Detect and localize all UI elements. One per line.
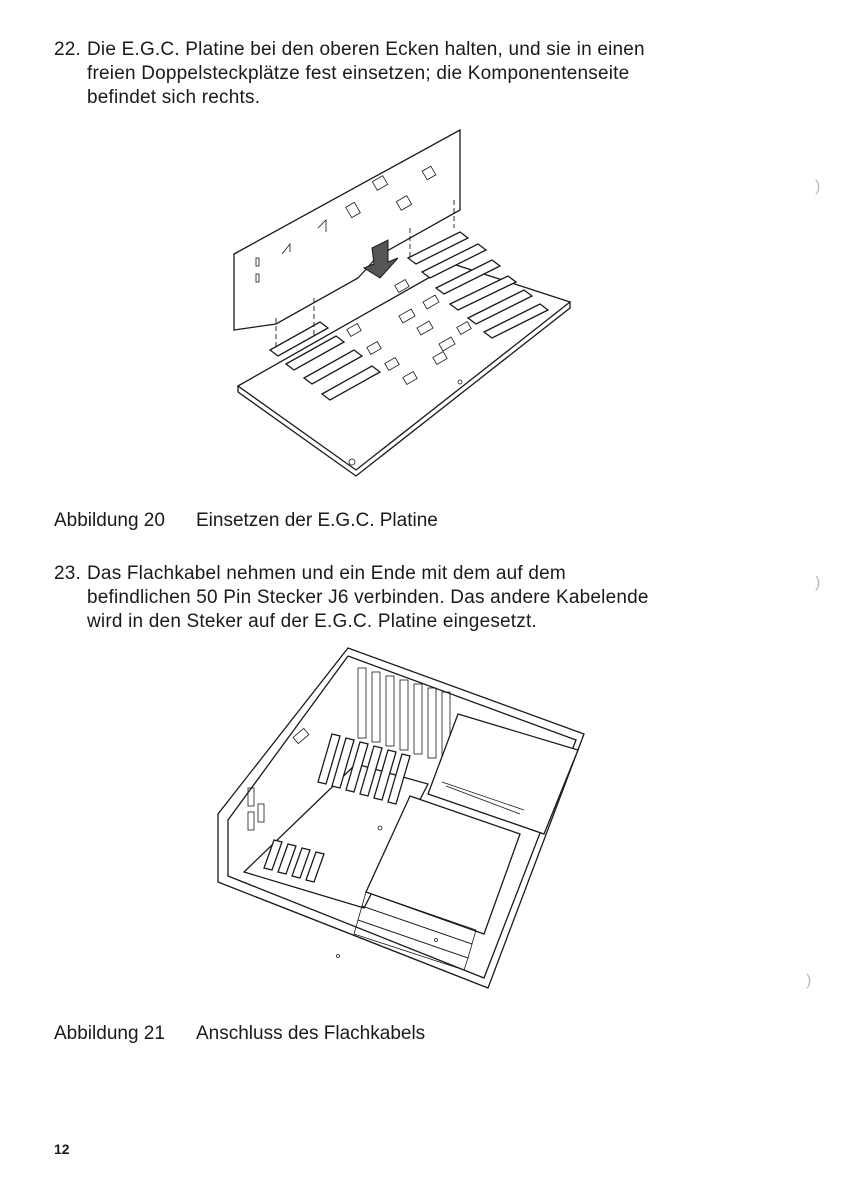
margin-mark: ): [815, 574, 821, 591]
figure-20-caption: [54, 509, 438, 533]
figure-21-illustration: [214, 644, 588, 994]
step-23: [54, 562, 654, 634]
figure-21-caption: [54, 1022, 425, 1046]
figure-20-illustration: [228, 128, 580, 480]
step-text: Die E.G.C. Platine bei den oberen Ecken halten, und sie in einen freien Doppelsteckplätze fest einsetzen; die Komponentenseite befindet sich rechts.: [87, 39, 645, 108]
page-number: 12: [54, 1141, 70, 1157]
step-text: Das Flachkabel nehmen und ein Ende mit dem auf dem befindlichen 50 Pin Stecker J6 verbinden. Das andere Kabelende wird in den Steker auf der E.G.C. Platine eingesetzt.: [87, 563, 649, 632]
figure-caption-text: Einsetzen der E.G.C. Platine: [196, 510, 438, 531]
margin-mark: ): [815, 178, 821, 195]
figure-caption-text: Anschluss des Flachkabels: [196, 1023, 426, 1044]
step-number: 22.: [54, 39, 82, 60]
figure-label: Abbildung 20: [54, 510, 165, 531]
step-number: 23.: [54, 563, 82, 584]
step-22: [54, 38, 654, 110]
margin-mark: ): [806, 972, 812, 989]
figure-label: Abbildung 21: [54, 1023, 165, 1044]
